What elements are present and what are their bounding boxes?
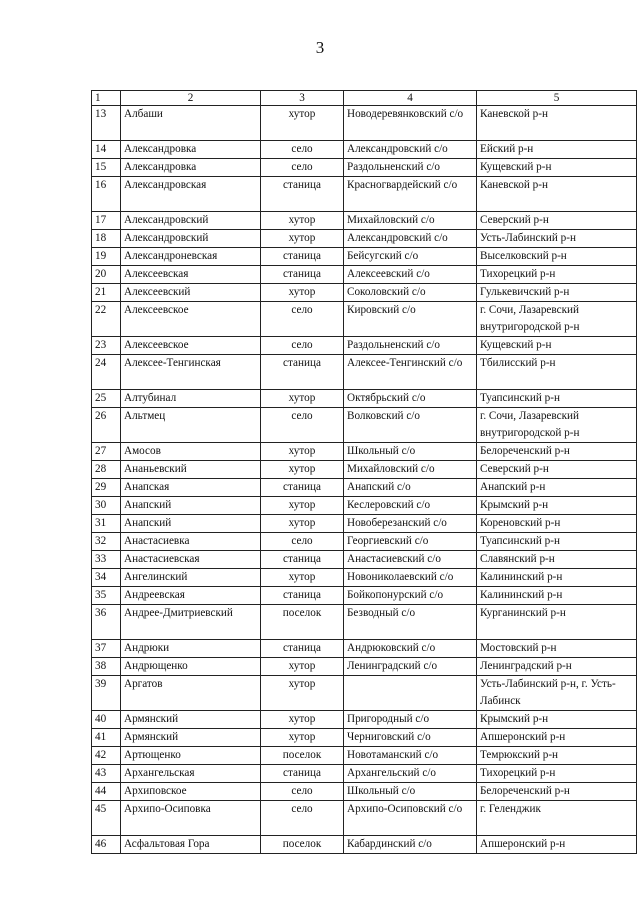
settlement-name-cell: Альтмец — [121, 408, 261, 443]
row-number-cell: 39 — [92, 676, 121, 711]
rural-council-cell: Черниговский с/о — [344, 729, 477, 747]
table-row — [92, 836, 637, 854]
settlement-type-cell: село — [261, 801, 344, 836]
table-row — [92, 230, 637, 248]
rural-council-cell: Раздольненский с/о — [344, 337, 477, 355]
table-row — [92, 337, 637, 355]
row-number-cell: 13 — [92, 106, 121, 141]
settlement-type-cell: поселок — [261, 836, 344, 854]
row-number-cell: 28 — [92, 461, 121, 479]
rural-council-cell: Октябрьский с/о — [344, 390, 477, 408]
settlement-name-cell: Ангелинский — [121, 569, 261, 587]
settlement-type-cell: село — [261, 159, 344, 177]
table-row — [92, 729, 637, 747]
table-row — [92, 765, 637, 783]
settlement-name-cell: Андреевская — [121, 587, 261, 605]
row-number-cell: 37 — [92, 640, 121, 658]
settlement-type-cell: село — [261, 302, 344, 337]
table-row — [92, 551, 637, 569]
district-name-cell: Ленинградский р-н — [477, 658, 637, 676]
row-number-cell: 29 — [92, 479, 121, 497]
table-header-row — [92, 91, 637, 106]
table-row — [92, 266, 637, 284]
settlement-type-cell: хутор — [261, 658, 344, 676]
district-name-cell: Кореновский р-н — [477, 515, 637, 533]
settlement-type-cell: село — [261, 783, 344, 801]
settlement-name-cell: Албаши — [121, 106, 261, 141]
district-name-cell: Тбилисский р-н — [477, 355, 637, 390]
settlement-name-cell: Андрюки — [121, 640, 261, 658]
settlement-name-cell: Анапская — [121, 479, 261, 497]
settlement-type-cell: станица — [261, 640, 344, 658]
settlement-type-cell: хутор — [261, 515, 344, 533]
settlement-type-cell: хутор — [261, 711, 344, 729]
settlement-name-cell: Андрее-Дмитриевский — [121, 605, 261, 640]
row-number-cell: 38 — [92, 658, 121, 676]
settlement-name-cell: Анастасиевская — [121, 551, 261, 569]
row-number-cell: 23 — [92, 337, 121, 355]
row-number-cell: 43 — [92, 765, 121, 783]
row-number-cell: 32 — [92, 533, 121, 551]
settlement-name-cell: Архиповское — [121, 783, 261, 801]
table-row — [92, 711, 637, 729]
table-row — [92, 390, 637, 408]
row-number-cell: 27 — [92, 443, 121, 461]
settlement-name-cell: Ананьевский — [121, 461, 261, 479]
district-name-cell: Тихорецкий р-н — [477, 765, 637, 783]
settlement-name-cell: Александровка — [121, 141, 261, 159]
district-name-cell: Туапсинский р-н — [477, 390, 637, 408]
settlement-name-cell: Александровка — [121, 159, 261, 177]
district-name-cell: Кущевский р-н — [477, 159, 637, 177]
settlement-type-cell: поселок — [261, 747, 344, 765]
settlement-name-cell: Артющенко — [121, 747, 261, 765]
rural-council-cell: Анастасиевский с/о — [344, 551, 477, 569]
table-row — [92, 569, 637, 587]
column-header-2: 2 — [121, 91, 261, 106]
rural-council-cell: Михайловский с/о — [344, 212, 477, 230]
settlement-type-cell: станица — [261, 248, 344, 266]
district-name-cell: Выселковский р-н — [477, 248, 637, 266]
rural-council-cell: Новониколаевский с/о — [344, 569, 477, 587]
settlement-name-cell: Армянский — [121, 729, 261, 747]
rural-council-cell: Архипо-Осиповский с/о — [344, 801, 477, 836]
district-name-cell: Туапсинский р-н — [477, 533, 637, 551]
table-row — [92, 533, 637, 551]
row-number-cell: 35 — [92, 587, 121, 605]
row-number-cell: 24 — [92, 355, 121, 390]
settlement-name-cell: Аргатов — [121, 676, 261, 711]
table-row — [92, 284, 637, 302]
district-name-cell: Усть-Лабинский р-н, г. Усть-Лабинск — [477, 676, 637, 711]
table-row — [92, 640, 637, 658]
column-header-5: 5 — [477, 91, 637, 106]
table-row — [92, 783, 637, 801]
row-number-cell: 14 — [92, 141, 121, 159]
column-header-3: 3 — [261, 91, 344, 106]
district-name-cell: Анапский р-н — [477, 479, 637, 497]
table-row — [92, 605, 637, 640]
rural-council-cell: Новодеревянковский с/о — [344, 106, 477, 141]
rural-council-cell — [344, 676, 477, 711]
settlement-type-cell: хутор — [261, 497, 344, 515]
settlement-type-cell: станица — [261, 765, 344, 783]
rural-council-cell: Алексее-Тенгинский с/о — [344, 355, 477, 390]
row-number-cell: 18 — [92, 230, 121, 248]
district-name-cell: Белореченский р-н — [477, 783, 637, 801]
row-number-cell: 45 — [92, 801, 121, 836]
settlement-name-cell: Алтубинал — [121, 390, 261, 408]
settlement-type-cell: хутор — [261, 461, 344, 479]
rural-council-cell: Кировский с/о — [344, 302, 477, 337]
settlement-name-cell: Алексее-Тенгинская — [121, 355, 261, 390]
rural-council-cell: Соколовский с/о — [344, 284, 477, 302]
column-header-1: 1 — [92, 91, 121, 106]
settlement-name-cell: Армянский — [121, 711, 261, 729]
settlement-name-cell: Алексеевское — [121, 302, 261, 337]
table-row — [92, 676, 637, 711]
table-row — [92, 212, 637, 230]
settlement-type-cell: село — [261, 141, 344, 159]
settlement-name-cell: Алексеевская — [121, 266, 261, 284]
table-row — [92, 497, 637, 515]
settlement-name-cell: Алексеевский — [121, 284, 261, 302]
settlement-type-cell: станица — [261, 551, 344, 569]
district-name-cell: Северский р-н — [477, 212, 637, 230]
table-row — [92, 302, 637, 337]
settlement-name-cell: Архангельская — [121, 765, 261, 783]
district-name-cell: Темрюкский р-н — [477, 747, 637, 765]
rural-council-cell: Александровский с/о — [344, 230, 477, 248]
district-name-cell: Мостовский р-н — [477, 640, 637, 658]
district-name-cell: Каневской р-н — [477, 177, 637, 212]
district-name-cell: Ейский р-н — [477, 141, 637, 159]
settlement-type-cell: станица — [261, 587, 344, 605]
row-number-cell: 21 — [92, 284, 121, 302]
settlement-name-cell: Асфальтовая Гора — [121, 836, 261, 854]
settlement-name-cell: Архипо-Осиповка — [121, 801, 261, 836]
table-row — [92, 443, 637, 461]
settlement-name-cell: Александроневская — [121, 248, 261, 266]
rural-council-cell: Анапский с/о — [344, 479, 477, 497]
settlement-name-cell: Алексеевское — [121, 337, 261, 355]
settlement-type-cell: хутор — [261, 106, 344, 141]
rural-council-cell: Раздольненский с/о — [344, 159, 477, 177]
row-number-cell: 26 — [92, 408, 121, 443]
rural-council-cell: Школьный с/о — [344, 783, 477, 801]
row-number-cell: 41 — [92, 729, 121, 747]
settlement-type-cell: хутор — [261, 676, 344, 711]
row-number-cell: 25 — [92, 390, 121, 408]
rural-council-cell: Волковский с/о — [344, 408, 477, 443]
settlement-type-cell: хутор — [261, 284, 344, 302]
settlement-type-cell: село — [261, 533, 344, 551]
district-name-cell: Крымский р-н — [477, 497, 637, 515]
rural-council-cell: Алексеевский с/о — [344, 266, 477, 284]
settlement-type-cell: хутор — [261, 390, 344, 408]
settlement-type-cell: хутор — [261, 569, 344, 587]
table-row — [92, 141, 637, 159]
rural-council-cell: Александровский с/о — [344, 141, 477, 159]
row-number-cell: 33 — [92, 551, 121, 569]
table-row — [92, 587, 637, 605]
table-row — [92, 515, 637, 533]
rural-council-cell: Георгиевский с/о — [344, 533, 477, 551]
rural-council-cell: Бейсугский с/о — [344, 248, 477, 266]
rural-council-cell: Кеслеровский с/о — [344, 497, 477, 515]
rural-council-cell: Школьный с/о — [344, 443, 477, 461]
rural-council-cell: Красногвардейский с/о — [344, 177, 477, 212]
settlement-name-cell: Анапский — [121, 497, 261, 515]
table-row — [92, 177, 637, 212]
table-row — [92, 479, 637, 497]
settlement-type-cell: хутор — [261, 443, 344, 461]
row-number-cell: 22 — [92, 302, 121, 337]
settlement-name-cell: Александровская — [121, 177, 261, 212]
page-number: 3 — [315, 38, 325, 57]
settlement-type-cell: станица — [261, 479, 344, 497]
settlement-name-cell: Анастасиевка — [121, 533, 261, 551]
rural-council-cell: Новоберезанский с/о — [344, 515, 477, 533]
district-name-cell: Крымский р-н — [477, 711, 637, 729]
row-number-cell: 44 — [92, 783, 121, 801]
settlement-name-cell: Амосов — [121, 443, 261, 461]
district-name-cell: Калининский р-н — [477, 569, 637, 587]
rural-council-cell: Кабардинский с/о — [344, 836, 477, 854]
settlement-type-cell: станица — [261, 355, 344, 390]
district-name-cell: Кущевский р-н — [477, 337, 637, 355]
district-name-cell: Белореченский р-н — [477, 443, 637, 461]
settlement-name-cell: Андрющенко — [121, 658, 261, 676]
table-body — [92, 91, 637, 854]
row-number-cell: 16 — [92, 177, 121, 212]
table-row — [92, 461, 637, 479]
column-header-4: 4 — [344, 91, 477, 106]
rural-council-cell: Бойкопонурский с/о — [344, 587, 477, 605]
settlement-type-cell: поселок — [261, 605, 344, 640]
rural-council-cell: Михайловский с/о — [344, 461, 477, 479]
district-name-cell: Усть-Лабинский р-н — [477, 230, 637, 248]
district-name-cell: Апшеронский р-н — [477, 836, 637, 854]
row-number-cell: 36 — [92, 605, 121, 640]
rural-council-cell: Новотаманский с/о — [344, 747, 477, 765]
settlement-name-cell: Александровский — [121, 230, 261, 248]
district-name-cell: Апшеронский р-н — [477, 729, 637, 747]
row-number-cell: 31 — [92, 515, 121, 533]
table-row — [92, 159, 637, 177]
district-name-cell: Каневской р-н — [477, 106, 637, 141]
rural-council-cell: Андрюковский с/о — [344, 640, 477, 658]
rural-council-cell: Пригородный с/о — [344, 711, 477, 729]
settlement-name-cell: Александровский — [121, 212, 261, 230]
settlements-table — [91, 90, 637, 854]
row-number-cell: 40 — [92, 711, 121, 729]
table-row — [92, 801, 637, 836]
district-name-cell: Гулькевичский р-н — [477, 284, 637, 302]
settlement-type-cell: станица — [261, 177, 344, 212]
row-number-cell: 15 — [92, 159, 121, 177]
table-row — [92, 408, 637, 443]
row-number-cell: 20 — [92, 266, 121, 284]
district-name-cell: Тихорецкий р-н — [477, 266, 637, 284]
rural-council-cell: Ленинградский с/о — [344, 658, 477, 676]
district-name-cell: Калининский р-н — [477, 587, 637, 605]
table-row — [92, 355, 637, 390]
settlement-type-cell: село — [261, 408, 344, 443]
district-name-cell: Славянский р-н — [477, 551, 637, 569]
district-name-cell: г. Сочи, Лазаревский внутригородской р-н — [477, 408, 637, 443]
row-number-cell: 17 — [92, 212, 121, 230]
settlement-type-cell: хутор — [261, 212, 344, 230]
row-number-cell: 42 — [92, 747, 121, 765]
settlement-type-cell: хутор — [261, 230, 344, 248]
rural-council-cell: Безводный с/о — [344, 605, 477, 640]
settlement-type-cell: хутор — [261, 729, 344, 747]
settlement-type-cell: село — [261, 337, 344, 355]
row-number-cell: 46 — [92, 836, 121, 854]
row-number-cell: 34 — [92, 569, 121, 587]
table-row — [92, 747, 637, 765]
table-row — [92, 106, 637, 141]
district-name-cell: г. Геленджик — [477, 801, 637, 836]
district-name-cell: Курганинский р-н — [477, 605, 637, 640]
rural-council-cell: Архангельский с/о — [344, 765, 477, 783]
settlement-type-cell: станица — [261, 266, 344, 284]
row-number-cell: 19 — [92, 248, 121, 266]
district-name-cell: г. Сочи, Лазаревский внутригородской р-н — [477, 302, 637, 337]
row-number-cell: 30 — [92, 497, 121, 515]
table-row — [92, 248, 637, 266]
table-row — [92, 658, 637, 676]
settlement-name-cell: Анапский — [121, 515, 261, 533]
district-name-cell: Северский р-н — [477, 461, 637, 479]
